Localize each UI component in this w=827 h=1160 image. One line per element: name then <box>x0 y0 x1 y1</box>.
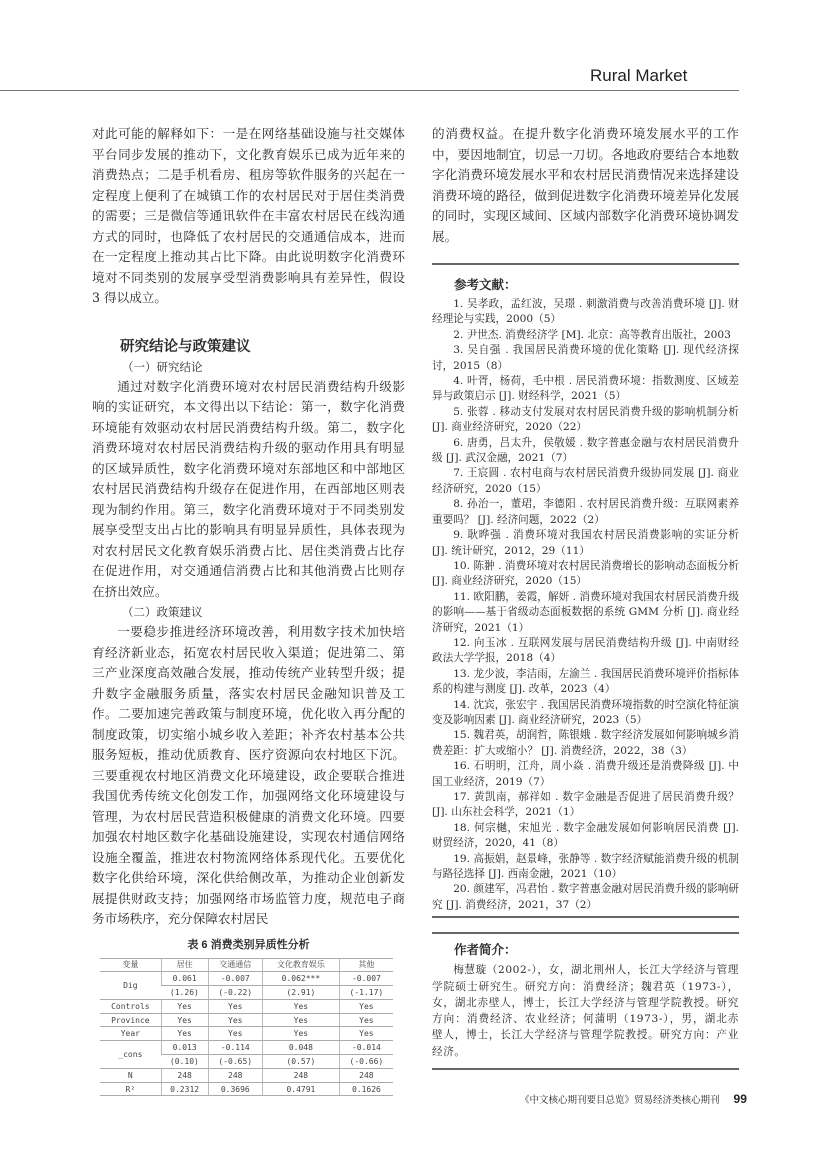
cell: Yes <box>161 999 208 1013</box>
cell: -0.007 <box>339 972 393 986</box>
cell: 0.1626 <box>339 1082 393 1096</box>
header-cell: 文化教育娱乐 <box>262 958 339 972</box>
reference-item: 11. 欧阳鹏，姜霞，解妍 . 消费环境对我国农村居民消费升级的影响——基于省级动态面板数据的系统 GMM 分析 [J]. 商业经济研究，2021（1） <box>432 590 739 634</box>
cell: Yes <box>262 1013 339 1027</box>
subsection-heading: （二）政策建议 <box>122 605 203 619</box>
cell: -0.014 <box>339 1041 393 1055</box>
cell: Yes <box>339 999 393 1013</box>
table-row <box>100 1082 393 1096</box>
cell: -0.007 <box>208 972 262 986</box>
reference-list <box>432 297 739 913</box>
reference-item: 7. 王宸圆 . 农村电商与农村居民消费升级协同发展 [J]. 商业经济研究，2020（15） <box>432 467 739 495</box>
cell: Yes <box>161 1013 208 1027</box>
cell: (-1.17) <box>339 986 393 1000</box>
row-label: Controls <box>100 999 161 1013</box>
reference-item: 6. 唐勇，吕太升，侯敬媛 . 数字普惠金融与农村居民消费升级 [J]. 武汉金融，2021（7） <box>432 436 739 465</box>
reference-item: 5. 张蓉 . 移动支付发展对农村居民消费升级的影响机制分析 [J]. 商业经济研究，2020（22） <box>432 405 739 434</box>
running-header-title: Rural Market <box>590 66 688 85</box>
cell: 0.3696 <box>208 1082 262 1096</box>
body-paragraph: 对此可能的解释如下：一是在网络基础设施与社交媒体平台同步发展的推动下，文化教育娱乐已成为近年来的消费热点；二是手机看房、租房等软件服务的兴起在一定程度上便利了在城镇工作的农村居民对于居住类消费的需要；三是微信等通讯软件在丰富农村居民在线沟通方式的同时，也降低了农村居民的交通通信成本，进而在一定程度上推动其占比下降。由此说明数字化消费环境对不同类别的发展享受型消费影响具有差异性，假设 3 得以成立。 <box>92 126 405 305</box>
header-rule <box>0 90 739 91</box>
reference-item: 14. 沈宾，张宏宇 . 我国居民消费环境指数的时空演化特征演变及影响因素 [J]. 商业经济研究，2023（5） <box>432 698 739 726</box>
header-cell: 居住 <box>161 958 208 972</box>
body-paragraph: 通过对数字化消费环境对农村居民消费结构升级影响的实证研究，本文得出以下结论：第一，数字化消费环境能有效驱动农村居民消费结构升级。第二，数字化消费环境对农村居民消费结构升级的驱动作用具有明显的区域异质性，数字化消费环境对东部地区和中部地区农村居民消费结构升级存在促进作用，在西部地区则表现为制约作用。第三，数字化消费环境对于不同类别发展享受型支出占比的影响具有明显异质性，具体表现为对农村居民文化教育娱乐消费占比、居住类消费占比存在促进作用，对交通通信消费占比和其他消费占比则存在挤出效应。 <box>92 378 405 599</box>
table-row <box>100 1041 393 1055</box>
page-number: 99 <box>733 1092 747 1106</box>
row-label: R² <box>100 1082 161 1096</box>
table-row <box>100 1027 393 1041</box>
author-bio-heading: 作者简介： <box>454 943 517 958</box>
reference-item: 4. 叶胥，杨荷，毛中根 . 居民消费环境：指数测度、区域差异与政策启示 [J]. 财经科学，2021（5） <box>432 375 739 403</box>
cell: (0.57) <box>262 1055 339 1069</box>
reference-item: 8. 孙治一，董珺，李德阳 . 农村居民消费升级：互联网素养重要吗？ [J]. 经济问题，2022（2） <box>432 498 739 526</box>
cell: Yes <box>262 1027 339 1041</box>
subsection-heading: （一）研究结论 <box>122 359 203 374</box>
reference-item: 13. 龙少波，李洁雨，左渝兰 . 我国居民消费环境评价指标体系的构建与测度 [J]. 改革，2023（4） <box>432 667 739 696</box>
cell: Yes <box>208 1013 262 1027</box>
cell: 248 <box>208 1068 262 1082</box>
reference-item: 19. 高振娟，赵景峰，张静等 . 数字经济赋能消费升级的机制与路径选择 [J]. 西南金融，2021（10） <box>432 852 739 881</box>
reference-item: 17. 黄凯南，郝祥如 . 数字金融是否促进了居民消费升级？ [J]. 山东社会科学，2021（1） <box>432 791 739 819</box>
results-table <box>100 958 393 1097</box>
reference-item: 12. 向玉冰 . 互联网发展与居民消费结构升级 [J]. 中南财经政法大学学报，2018（4） <box>432 636 739 665</box>
page-footer <box>520 1092 747 1106</box>
reference-item: 15. 魏君英，胡润哲，陈银娥 . 数字经济发展如何影响城乡消费差距：扩大或缩小？ [J]. 消费经济，2022，38（3） <box>432 729 739 757</box>
reference-item: 16. 石明明，江舟，周小焱 . 消费升级还是消费降级 [J]. 中国工业经济，2019（7） <box>432 760 739 788</box>
cell: Yes <box>262 999 339 1013</box>
reference-item: 1. 吴孝政，孟红波，吴璟 . 刺激消费与改善消费环境 [J]. 财经理论与实践，2000（5） <box>432 298 739 326</box>
reference-item: 18. 何宗樾，宋旭光 . 数字金融发展如何影响居民消费 [J]. 财贸经济，2020，41（8） <box>432 821 739 850</box>
cell: Yes <box>339 1013 393 1027</box>
cell: 0.062*** <box>262 972 339 986</box>
cell: -0.114 <box>208 1041 262 1055</box>
references-heading: 参考文献： <box>454 278 517 292</box>
cell: (2.91) <box>262 986 339 1000</box>
table-row <box>100 1013 393 1027</box>
cell: (1.26) <box>161 986 208 1000</box>
row-label: N <box>100 1068 161 1082</box>
reference-item: 9. 耿晔强 . 消费环境对我国农村居民消费影响的实证分析 [J]. 统计研究，2012，29（11） <box>432 529 739 557</box>
row-label: _cons <box>100 1041 161 1069</box>
section-heading: 研究结论与政策建议 <box>120 338 251 355</box>
body-paragraph: 一要稳步推进经济环境改善，利用数字技术加快培育经济新业态，拓宽农村居民收入渠道；促进第二、第三产业深度高效融合发展，推动传统产业转型升级；提升数字金融服务质量，落实农村居民金融知识普及工作。二要加速完善政策与制度环境，优化收入再分配的制度政策，切实缩小城乡收入差距；补齐农村基本公共服务短板，推动优质教育、医疗资源向农村地区下沉。三要重视农村地区消费文化环境建设，政企要联合推进我国优秀传统文化创发工作，加强网络文化环境建设与管理，为农村居民营造积极健康的消费文化环境。四要加强农村地区数字化基础设施建设，实现农村通信网络设施全覆盖，推进农村物流网络体系现代化。五要优化数字化供给环境，深化供给侧改革，为推动企业创新发展提供财政支持；加强网络市场监管力度，规范电子商务市场秩序，充分保障农村居民 <box>92 624 405 926</box>
cell: 0.061 <box>161 972 208 986</box>
table-row <box>100 972 393 986</box>
row-label: Province <box>100 1013 161 1027</box>
header-cell: 交通通信 <box>208 958 262 972</box>
footer-journal-text: 《中文核心期刊要目总览》贸易经济类核心期刊 <box>520 1095 720 1106</box>
divider <box>432 932 739 934</box>
cell: 0.013 <box>161 1041 208 1055</box>
row-label: Year <box>100 1027 161 1041</box>
cell: 248 <box>262 1068 339 1082</box>
cell: (-0.65) <box>208 1055 262 1069</box>
cell: Yes <box>208 999 262 1013</box>
table-row <box>100 999 393 1013</box>
table-caption: 表 6 消费类别异质性分析 <box>187 938 310 951</box>
row-label: Dig <box>100 972 161 1000</box>
header-cell: 变量 <box>100 958 161 972</box>
body-paragraph: 的消费权益。在提升数字化消费环境发展水平的工作中，要因地制宜，切忌一刀切。各地政府要结合本地数字化消费环境发展水平和农村居民消费情况来选择建设消费环境的路径，做到促进数字化消费环境差异化发展的同时，实现区域间、区域内部数字化消费环境协调发展。 <box>432 126 739 244</box>
header-cell: 其他 <box>339 958 393 972</box>
right-column <box>432 124 739 1070</box>
cell: 0.4791 <box>262 1082 339 1096</box>
table-row <box>100 1068 393 1082</box>
cell: (-0.66) <box>339 1055 393 1069</box>
reference-item: 3. 吴自强 . 我国居民消费环境的优化策略 [J]. 现代经济探讨，2015（8） <box>432 344 739 372</box>
divider <box>432 916 739 918</box>
cell: 0.2312 <box>161 1082 208 1096</box>
left-column <box>92 124 405 1096</box>
cell: Yes <box>208 1027 262 1041</box>
cell: Yes <box>339 1027 393 1041</box>
cell: 0.048 <box>262 1041 339 1055</box>
reference-item: 10. 陈翀 . 消费环境对农村居民消费增长的影响动态面板分析 [J]. 商业经济研究，2020（15） <box>432 559 739 588</box>
cell: Yes <box>161 1027 208 1041</box>
reference-item: 2. 尹世杰. 消费经济学 [M]. 北京：高等教育出版社，2003 <box>453 328 731 341</box>
cell: (-0.22) <box>208 986 262 1000</box>
cell: 248 <box>339 1068 393 1082</box>
cell: 248 <box>161 1068 208 1082</box>
divider <box>432 263 739 265</box>
divider <box>432 1068 739 1070</box>
table-header-row <box>100 958 393 972</box>
author-bio: 梅慧璇（2002-），女，湖北荆州人，长江大学经济与管理学院硕士研究生。研究方向：消费经济；魏君英（1973-），女，湖北赤壁人，博士，长江大学经济与管理学院教授。研究方向：消费经济、农业经济；何蒲明（1973-），男，湖北赤壁人，博士，长江大学经济与管理学院教授。研究方向：产业经济。 <box>432 964 739 1058</box>
cell: (0.10) <box>161 1055 208 1069</box>
reference-item: 20. 颜建军，冯君怡 . 数字普惠金融对居民消费升级的影响研究 [J]. 消费经济，2021，37（2） <box>432 883 739 911</box>
